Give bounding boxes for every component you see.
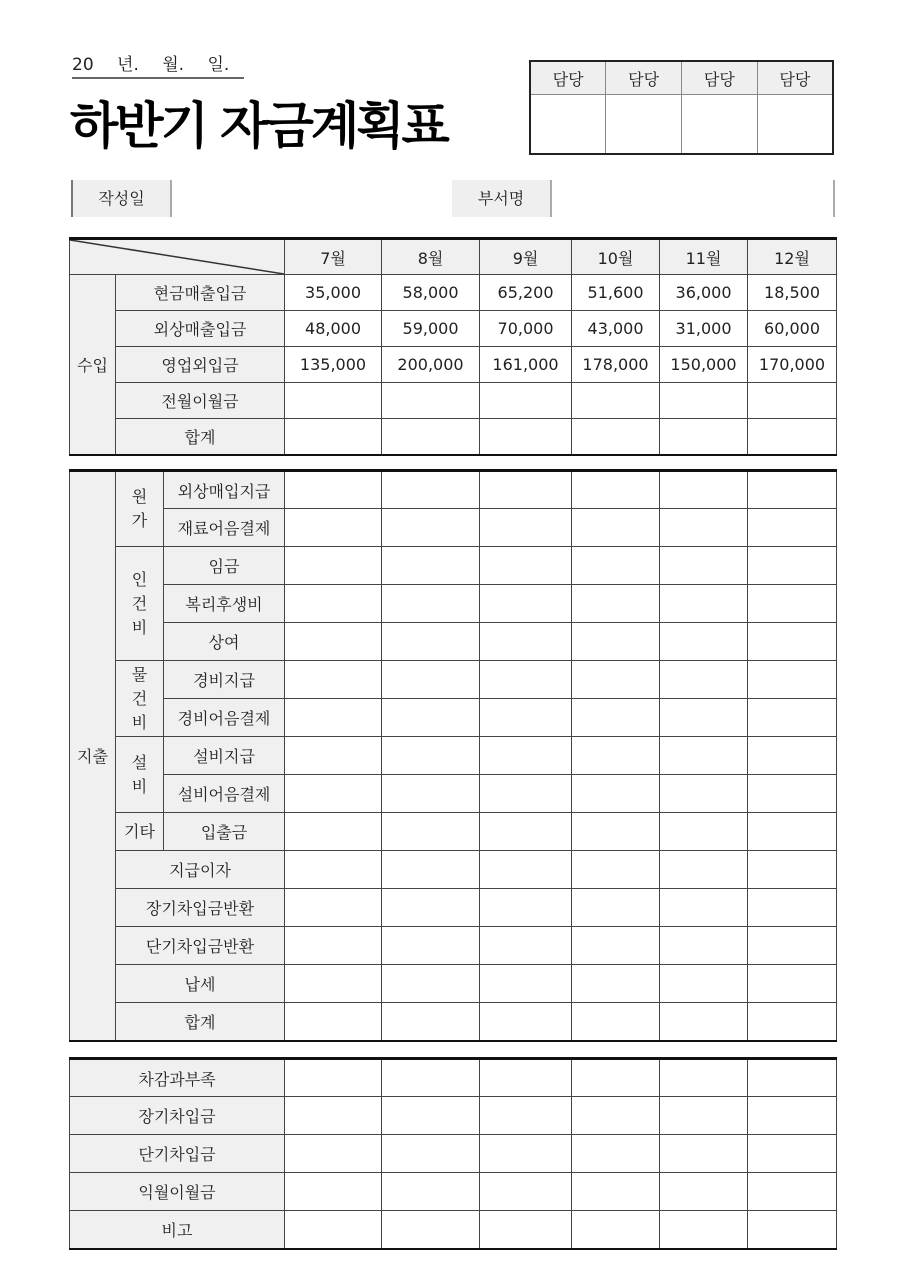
value-cell[interactable] bbox=[480, 1097, 572, 1135]
row-label: 임금 bbox=[164, 547, 285, 585]
written-date-label: 작성일 bbox=[71, 180, 172, 217]
value-cell[interactable] bbox=[480, 661, 572, 699]
value-cell[interactable] bbox=[285, 851, 382, 889]
row-label: 익월이월금 bbox=[70, 1173, 285, 1211]
row-label: 상여 bbox=[164, 623, 285, 661]
row-label: 복리후생비 bbox=[164, 585, 285, 623]
value-cell[interactable]: 150,000 bbox=[660, 347, 748, 383]
row-label: 장기차입금반환 bbox=[116, 889, 285, 927]
value-cell[interactable] bbox=[748, 661, 837, 699]
row-label: 장기차입금 bbox=[70, 1097, 285, 1135]
value-cell[interactable] bbox=[285, 661, 382, 699]
value-cell[interactable]: 60,000 bbox=[748, 311, 837, 347]
value-cell[interactable] bbox=[285, 775, 382, 813]
balance-table bbox=[69, 1057, 837, 1250]
value-cell[interactable]: 200,000 bbox=[382, 347, 480, 383]
value-cell[interactable] bbox=[572, 965, 660, 1003]
value-cell[interactable] bbox=[382, 699, 480, 737]
divider bbox=[833, 180, 835, 217]
value-cell[interactable] bbox=[748, 813, 837, 851]
row-label: 설비어음결제 bbox=[164, 775, 285, 813]
table-row bbox=[70, 471, 837, 509]
value-cell[interactable]: 51,600 bbox=[572, 275, 660, 311]
month-header: 9월 bbox=[480, 239, 572, 275]
approval-label: 담당 bbox=[757, 61, 833, 95]
value-cell[interactable] bbox=[480, 383, 572, 419]
value-cell[interactable] bbox=[660, 775, 748, 813]
value-cell[interactable] bbox=[660, 383, 748, 419]
table-row bbox=[70, 623, 837, 661]
row-label: 설비지급 bbox=[164, 737, 285, 775]
value-cell[interactable] bbox=[660, 623, 748, 661]
table-row bbox=[70, 775, 837, 813]
value-cell[interactable] bbox=[660, 471, 748, 509]
value-cell[interactable] bbox=[382, 585, 480, 623]
value-cell[interactable] bbox=[480, 419, 572, 455]
table-row bbox=[70, 383, 837, 419]
table-row bbox=[70, 509, 837, 547]
value-cell[interactable] bbox=[660, 1003, 748, 1041]
value-cell[interactable] bbox=[382, 383, 480, 419]
value-cell[interactable] bbox=[480, 509, 572, 547]
row-label: 납세 bbox=[116, 965, 285, 1003]
value-cell[interactable] bbox=[480, 1135, 572, 1173]
value-cell[interactable] bbox=[748, 1173, 837, 1211]
table-row bbox=[70, 1211, 837, 1249]
value-cell[interactable] bbox=[748, 1135, 837, 1173]
value-cell[interactable] bbox=[660, 547, 748, 585]
value-cell[interactable] bbox=[660, 851, 748, 889]
value-cell[interactable] bbox=[572, 737, 660, 775]
value-cell[interactable]: 58,000 bbox=[382, 275, 480, 311]
value-cell[interactable] bbox=[480, 737, 572, 775]
row-label: 합계 bbox=[116, 419, 285, 455]
value-cell[interactable] bbox=[748, 1097, 837, 1135]
month-header: 10월 bbox=[572, 239, 660, 275]
value-cell[interactable]: 43,000 bbox=[572, 311, 660, 347]
value-cell[interactable] bbox=[285, 585, 382, 623]
value-cell[interactable] bbox=[748, 775, 837, 813]
income-group-label: 수입 bbox=[70, 275, 116, 455]
value-cell[interactable]: 135,000 bbox=[285, 347, 382, 383]
value-cell[interactable] bbox=[660, 699, 748, 737]
value-cell[interactable] bbox=[660, 419, 748, 455]
month-header: 8월 bbox=[382, 239, 480, 275]
value-cell[interactable] bbox=[285, 1135, 382, 1173]
value-cell[interactable] bbox=[480, 927, 572, 965]
subgroup-label: 물 건 비 bbox=[116, 661, 164, 737]
value-cell[interactable] bbox=[572, 585, 660, 623]
value-cell[interactable] bbox=[572, 547, 660, 585]
value-cell[interactable] bbox=[748, 699, 837, 737]
row-label: 외상매출입금 bbox=[116, 311, 285, 347]
value-cell[interactable] bbox=[285, 813, 382, 851]
row-label: 비고 bbox=[70, 1211, 285, 1249]
value-cell[interactable] bbox=[480, 585, 572, 623]
approval-label: 담당 bbox=[682, 61, 758, 95]
value-cell[interactable] bbox=[572, 699, 660, 737]
value-cell[interactable] bbox=[285, 1003, 382, 1041]
value-cell[interactable] bbox=[382, 1059, 480, 1097]
row-label: 지급이자 bbox=[116, 851, 285, 889]
expense-table bbox=[69, 469, 837, 1042]
value-cell[interactable] bbox=[382, 775, 480, 813]
row-label: 입출금 bbox=[164, 813, 285, 851]
row-label: 단기차입금 bbox=[70, 1135, 285, 1173]
value-cell[interactable] bbox=[748, 585, 837, 623]
value-cell[interactable] bbox=[480, 623, 572, 661]
row-label: 경비어음결제 bbox=[164, 699, 285, 737]
value-cell[interactable] bbox=[285, 1173, 382, 1211]
value-cell[interactable] bbox=[748, 471, 837, 509]
month-header: 11월 bbox=[660, 239, 748, 275]
value-cell[interactable]: 31,000 bbox=[660, 311, 748, 347]
value-cell[interactable] bbox=[572, 1211, 660, 1249]
value-cell[interactable] bbox=[285, 1097, 382, 1135]
value-cell[interactable] bbox=[480, 471, 572, 509]
value-cell[interactable] bbox=[382, 851, 480, 889]
value-cell[interactable]: 161,000 bbox=[480, 347, 572, 383]
table-row bbox=[70, 419, 837, 455]
value-cell[interactable] bbox=[660, 1059, 748, 1097]
value-cell[interactable] bbox=[572, 1135, 660, 1173]
value-cell[interactable] bbox=[285, 889, 382, 927]
value-cell[interactable] bbox=[285, 699, 382, 737]
value-cell[interactable] bbox=[660, 737, 748, 775]
value-cell[interactable] bbox=[480, 851, 572, 889]
value-cell[interactable] bbox=[285, 1059, 382, 1097]
value-cell[interactable] bbox=[480, 547, 572, 585]
row-label: 영업외입금 bbox=[116, 347, 285, 383]
value-cell[interactable] bbox=[748, 737, 837, 775]
value-cell[interactable] bbox=[285, 383, 382, 419]
value-cell[interactable] bbox=[748, 1059, 837, 1097]
value-cell[interactable] bbox=[660, 965, 748, 1003]
approval-label: 담당 bbox=[606, 61, 682, 95]
value-cell[interactable] bbox=[480, 1173, 572, 1211]
value-cell[interactable]: 59,000 bbox=[382, 311, 480, 347]
value-cell[interactable] bbox=[660, 1173, 748, 1211]
value-cell[interactable] bbox=[572, 1059, 660, 1097]
table-row bbox=[70, 275, 837, 311]
table-row bbox=[70, 311, 837, 347]
value-cell[interactable]: 35,000 bbox=[285, 275, 382, 311]
value-cell[interactable] bbox=[480, 1003, 572, 1041]
table-row bbox=[70, 547, 837, 585]
value-cell[interactable] bbox=[748, 965, 837, 1003]
value-cell[interactable]: 178,000 bbox=[572, 347, 660, 383]
table-row bbox=[70, 699, 837, 737]
subgroup-label: 인 건 비 bbox=[116, 547, 164, 661]
signature-cell[interactable] bbox=[606, 95, 682, 155]
row-label: 경비지급 bbox=[164, 661, 285, 699]
value-cell[interactable] bbox=[382, 813, 480, 851]
value-cell[interactable] bbox=[382, 965, 480, 1003]
value-cell[interactable] bbox=[382, 1211, 480, 1249]
expense-group-label: 지출 bbox=[70, 471, 116, 1041]
table-row bbox=[70, 1003, 837, 1041]
subgroup-label: 기타 bbox=[116, 813, 164, 851]
row-label: 외상매입지급 bbox=[164, 471, 285, 509]
value-cell[interactable] bbox=[660, 1211, 748, 1249]
subgroup-label: 원 가 bbox=[116, 471, 164, 547]
diagonal-header-cell bbox=[70, 239, 285, 275]
value-cell[interactable] bbox=[285, 419, 382, 455]
table-row bbox=[70, 661, 837, 699]
signature-cell[interactable] bbox=[757, 95, 833, 155]
value-cell[interactable] bbox=[748, 383, 837, 419]
value-cell[interactable] bbox=[660, 1135, 748, 1173]
value-cell[interactable] bbox=[382, 927, 480, 965]
value-cell[interactable] bbox=[660, 889, 748, 927]
table-row bbox=[70, 965, 837, 1003]
value-cell[interactable]: 48,000 bbox=[285, 311, 382, 347]
header-row bbox=[70, 239, 837, 275]
row-label: 재료어음결제 bbox=[164, 509, 285, 547]
value-cell[interactable] bbox=[572, 927, 660, 965]
value-cell[interactable] bbox=[572, 623, 660, 661]
value-cell[interactable] bbox=[748, 889, 837, 927]
value-cell[interactable] bbox=[572, 419, 660, 455]
value-cell[interactable] bbox=[285, 509, 382, 547]
table-row bbox=[70, 1059, 837, 1097]
value-cell[interactable]: 170,000 bbox=[748, 347, 837, 383]
table-row bbox=[70, 347, 837, 383]
value-cell[interactable] bbox=[660, 1097, 748, 1135]
written-date-field[interactable] bbox=[170, 180, 452, 217]
month-header: 7월 bbox=[285, 239, 382, 275]
approval-box bbox=[529, 60, 834, 155]
value-cell[interactable] bbox=[382, 547, 480, 585]
value-cell[interactable] bbox=[382, 889, 480, 927]
value-cell[interactable] bbox=[748, 547, 837, 585]
value-cell[interactable] bbox=[748, 623, 837, 661]
value-cell[interactable] bbox=[285, 547, 382, 585]
value-cell[interactable] bbox=[480, 889, 572, 927]
table-row bbox=[70, 585, 837, 623]
value-cell[interactable] bbox=[572, 383, 660, 419]
value-cell[interactable] bbox=[382, 419, 480, 455]
value-cell[interactable] bbox=[480, 1211, 572, 1249]
value-cell[interactable]: 36,000 bbox=[660, 275, 748, 311]
value-cell[interactable] bbox=[480, 813, 572, 851]
value-cell[interactable] bbox=[285, 1211, 382, 1249]
subgroup-label: 설 비 bbox=[116, 737, 164, 813]
page-title: 하반기 자금계획표 bbox=[70, 97, 447, 155]
value-cell[interactable] bbox=[572, 471, 660, 509]
signature-cell[interactable] bbox=[682, 95, 758, 155]
approval-label: 담당 bbox=[530, 61, 606, 95]
table-row bbox=[70, 1173, 837, 1211]
table-row bbox=[70, 851, 837, 889]
row-label: 전월이월금 bbox=[116, 383, 285, 419]
value-cell[interactable] bbox=[748, 1003, 837, 1041]
department-field[interactable] bbox=[552, 180, 834, 217]
value-cell[interactable]: 18,500 bbox=[748, 275, 837, 311]
value-cell[interactable] bbox=[382, 1003, 480, 1041]
signature-cell[interactable] bbox=[530, 95, 606, 155]
value-cell[interactable] bbox=[285, 471, 382, 509]
value-cell[interactable] bbox=[382, 1135, 480, 1173]
value-cell[interactable] bbox=[660, 509, 748, 547]
table-row bbox=[70, 889, 837, 927]
value-cell[interactable] bbox=[748, 509, 837, 547]
value-cell[interactable]: 70,000 bbox=[480, 311, 572, 347]
row-label: 단기차입금반환 bbox=[116, 927, 285, 965]
value-cell[interactable] bbox=[480, 1059, 572, 1097]
table-row bbox=[70, 1135, 837, 1173]
value-cell[interactable] bbox=[660, 661, 748, 699]
value-cell[interactable] bbox=[480, 699, 572, 737]
value-cell[interactable] bbox=[285, 965, 382, 1003]
value-cell[interactable] bbox=[285, 737, 382, 775]
value-cell[interactable] bbox=[572, 661, 660, 699]
value-cell[interactable] bbox=[382, 737, 480, 775]
value-cell[interactable] bbox=[748, 851, 837, 889]
table-row bbox=[70, 927, 837, 965]
value-cell[interactable] bbox=[285, 927, 382, 965]
value-cell[interactable] bbox=[660, 585, 748, 623]
value-cell[interactable] bbox=[572, 775, 660, 813]
value-cell[interactable] bbox=[480, 965, 572, 1003]
value-cell[interactable] bbox=[572, 1097, 660, 1135]
value-cell[interactable] bbox=[660, 813, 748, 851]
value-cell[interactable] bbox=[572, 889, 660, 927]
value-cell[interactable] bbox=[382, 1173, 480, 1211]
row-label: 현금매출입금 bbox=[116, 275, 285, 311]
value-cell[interactable] bbox=[572, 1173, 660, 1211]
value-cell[interactable]: 65,200 bbox=[480, 275, 572, 311]
value-cell[interactable] bbox=[572, 509, 660, 547]
value-cell[interactable] bbox=[382, 623, 480, 661]
date-line[interactable]: 20 년. 월. 일. bbox=[72, 50, 244, 79]
row-label: 차감과부족 bbox=[70, 1059, 285, 1097]
value-cell[interactable] bbox=[382, 509, 480, 547]
value-cell[interactable] bbox=[572, 813, 660, 851]
value-cell[interactable] bbox=[748, 927, 837, 965]
value-cell[interactable] bbox=[572, 851, 660, 889]
table-row bbox=[70, 737, 837, 775]
department-label: 부서명 bbox=[452, 180, 552, 217]
income-table bbox=[69, 237, 837, 456]
value-cell[interactable] bbox=[480, 775, 572, 813]
row-label: 합계 bbox=[116, 1003, 285, 1041]
value-cell[interactable] bbox=[748, 419, 837, 455]
value-cell[interactable] bbox=[572, 1003, 660, 1041]
table-row bbox=[70, 1097, 837, 1135]
value-cell[interactable] bbox=[382, 1097, 480, 1135]
value-cell[interactable] bbox=[748, 1211, 837, 1249]
month-header: 12월 bbox=[748, 239, 837, 275]
table-row bbox=[70, 813, 837, 851]
value-cell[interactable] bbox=[382, 471, 480, 509]
value-cell[interactable] bbox=[285, 623, 382, 661]
value-cell[interactable] bbox=[382, 661, 480, 699]
value-cell[interactable] bbox=[660, 927, 748, 965]
